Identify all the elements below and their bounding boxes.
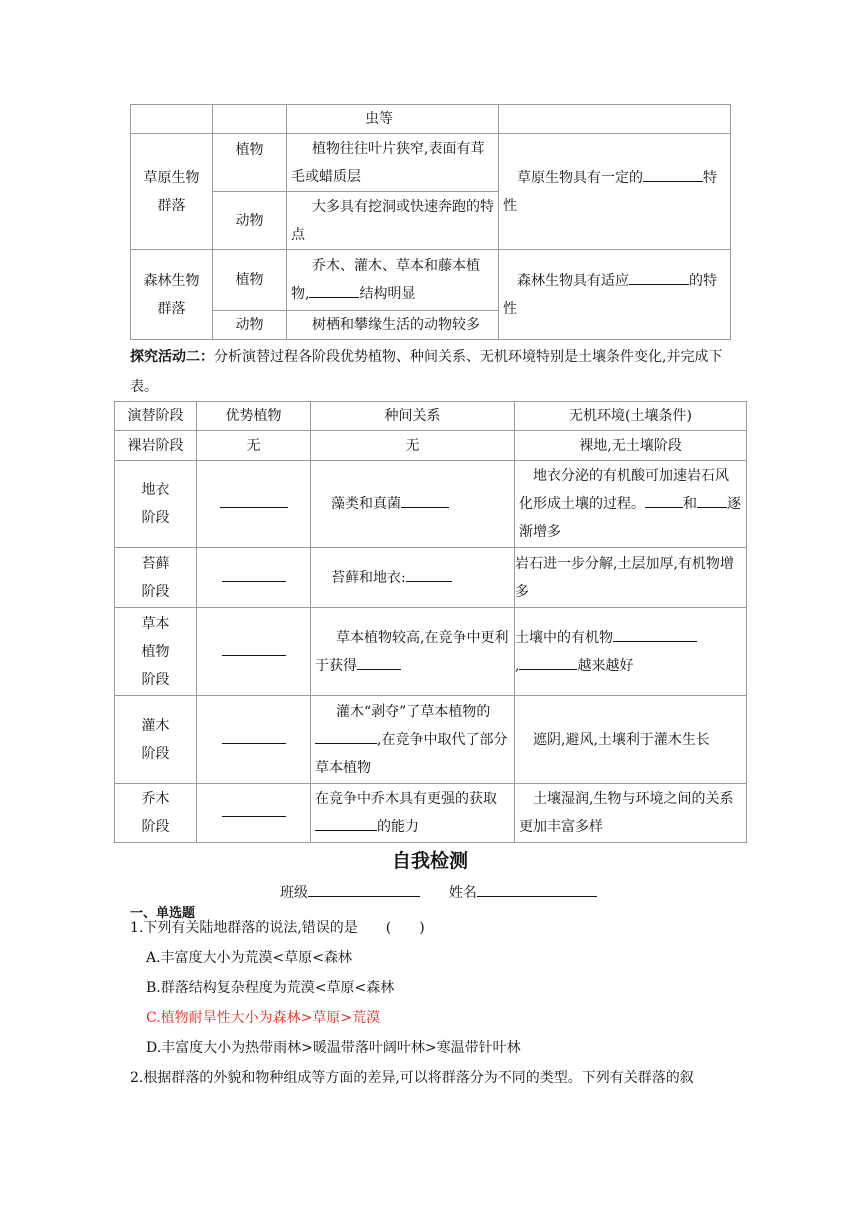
relation-cell: 草本植物较高,在竞争中更利于获得 <box>311 608 515 696</box>
grassland-feature-cell: 草原生物具有一定的 特性 <box>499 134 731 250</box>
header-cell: 无机环境(土壤条件) <box>515 402 747 431</box>
env-cell: 裸地,无土壤阶段 <box>515 431 747 461</box>
fill-blank[interactable] <box>519 653 577 670</box>
plant-cell: 无 <box>197 431 311 461</box>
env-cell: 地衣分泌的有机酸可加速岩石风化形成土壤的过程。 和 逐渐增多 <box>515 461 747 548</box>
header-cell: 演替阶段 <box>115 402 197 431</box>
class-name-line: 班级 姓名 <box>280 880 597 902</box>
plant-cell <box>197 461 311 548</box>
table-cell <box>213 105 287 134</box>
fill-blank[interactable] <box>613 625 697 642</box>
class-field[interactable] <box>308 880 420 897</box>
header-cell: 优势植物 <box>197 402 311 431</box>
plant-desc-cell: 乔木、灌木、草本和藤本植物, 结构明显 <box>287 250 499 311</box>
plant-cell <box>197 784 311 843</box>
env-cell: 遮阴,避风,土壤利于灌木生长 <box>515 696 747 784</box>
relation-cell: 藻类和真菌 <box>311 461 515 548</box>
relation-cell: 在竞争中乔木具有更强的获取的能力 <box>311 784 515 843</box>
stage-cell: 地衣阶段 <box>115 461 197 548</box>
fill-blank[interactable] <box>357 653 401 670</box>
plant-cell <box>197 608 311 696</box>
animal-desc-cell: 树栖和攀缘生活的动物较多 <box>287 311 499 340</box>
stage-cell: 裸岩阶段 <box>115 431 197 461</box>
stage-cell: 灌木阶段 <box>115 696 197 784</box>
animal-desc-cell: 大多具有挖洞或快速奔跑的特点 <box>287 192 499 250</box>
activity2-paragraph: 探究活动二：分析演替过程各阶段优势植物、种间关系、无机环境特别是土壤条件变化,并完成下表。 <box>130 349 723 395</box>
name-field[interactable] <box>477 880 597 897</box>
env-cell: 岩石进一步分解,土层加厚,有机物增多 <box>515 548 747 608</box>
relation-cell: 苔藓和地衣: <box>311 548 515 608</box>
forest-feature-cell: 森林生物具有适应 的特性 <box>499 250 731 340</box>
fill-blank[interactable] <box>401 491 449 508</box>
grassland-community-cell: 草原生物群落 <box>131 134 213 250</box>
fill-blank[interactable] <box>222 800 286 817</box>
fill-blank[interactable] <box>643 165 703 182</box>
option-a[interactable]: A.丰富度大小为荒漠<草原<森林 <box>146 950 353 966</box>
question-1: 1.下列有关陆地群落的说法,错误的是 ( ) <box>130 920 425 936</box>
option-d[interactable]: D.丰富度大小为热带雨林>暖温带落叶阔叶林>寒温带针叶林 <box>146 1040 521 1056</box>
section-heading: 一、单选题 <box>130 906 196 921</box>
header-cell: 种间关系 <box>311 402 515 431</box>
forest-community-cell: 森林生物群落 <box>131 250 213 340</box>
fill-blank[interactable] <box>222 639 286 656</box>
plant-desc-cell: 植物往往叶片狭窄,表面有茸毛或蜡质层 <box>287 134 499 192</box>
fill-blank[interactable] <box>697 491 727 508</box>
fill-blank[interactable] <box>406 565 452 582</box>
animal-label-cell: 动物 <box>213 192 287 250</box>
relation-cell: 灌木“剥夺”了草本植物的,在竞争中取代了部分草本植物 <box>311 696 515 784</box>
stage-cell: 苔藓阶段 <box>115 548 197 608</box>
stage-cell: 草本植物阶段 <box>115 608 197 696</box>
plant-label-cell: 植物 <box>213 250 287 311</box>
fill-blank[interactable] <box>222 565 286 582</box>
community-table <box>130 104 731 340</box>
fill-blank[interactable] <box>220 491 288 508</box>
fill-blank[interactable] <box>629 268 689 285</box>
cell-text: 虫等 <box>365 111 393 127</box>
plant-cell <box>197 696 311 784</box>
plant-label-cell: 植物 <box>213 134 287 192</box>
animal-label-cell: 动物 <box>213 311 287 340</box>
question-2: 2.根据群落的外貌和物种组成等方面的差异,可以将群落分为不同的类型。下列有关群落的叙 <box>130 1070 694 1086</box>
table-cell <box>287 105 499 134</box>
fill-blank[interactable] <box>315 814 377 831</box>
page-title: 自我检测 <box>391 850 468 872</box>
fill-blank[interactable] <box>222 727 286 744</box>
table-cell <box>131 105 213 134</box>
succession-table <box>114 401 747 843</box>
stage-cell: 乔木阶段 <box>115 784 197 843</box>
plant-cell <box>197 548 311 608</box>
env-cell: 土壤湿润,生物与环境之间的关系更加丰富多样 <box>515 784 747 843</box>
fill-blank[interactable] <box>315 727 377 744</box>
env-cell: 土壤中的有机物 , 越来越好 <box>515 608 747 696</box>
option-b[interactable]: B.群落结构复杂程度为荒漠<草原<森林 <box>146 980 395 996</box>
relation-cell: 无 <box>311 431 515 461</box>
option-c-answer[interactable]: C.植物耐旱性大小为森林>草原>荒漠 <box>146 1010 381 1026</box>
table-cell <box>499 105 731 134</box>
fill-blank[interactable] <box>309 281 359 298</box>
fill-blank[interactable] <box>645 491 683 508</box>
